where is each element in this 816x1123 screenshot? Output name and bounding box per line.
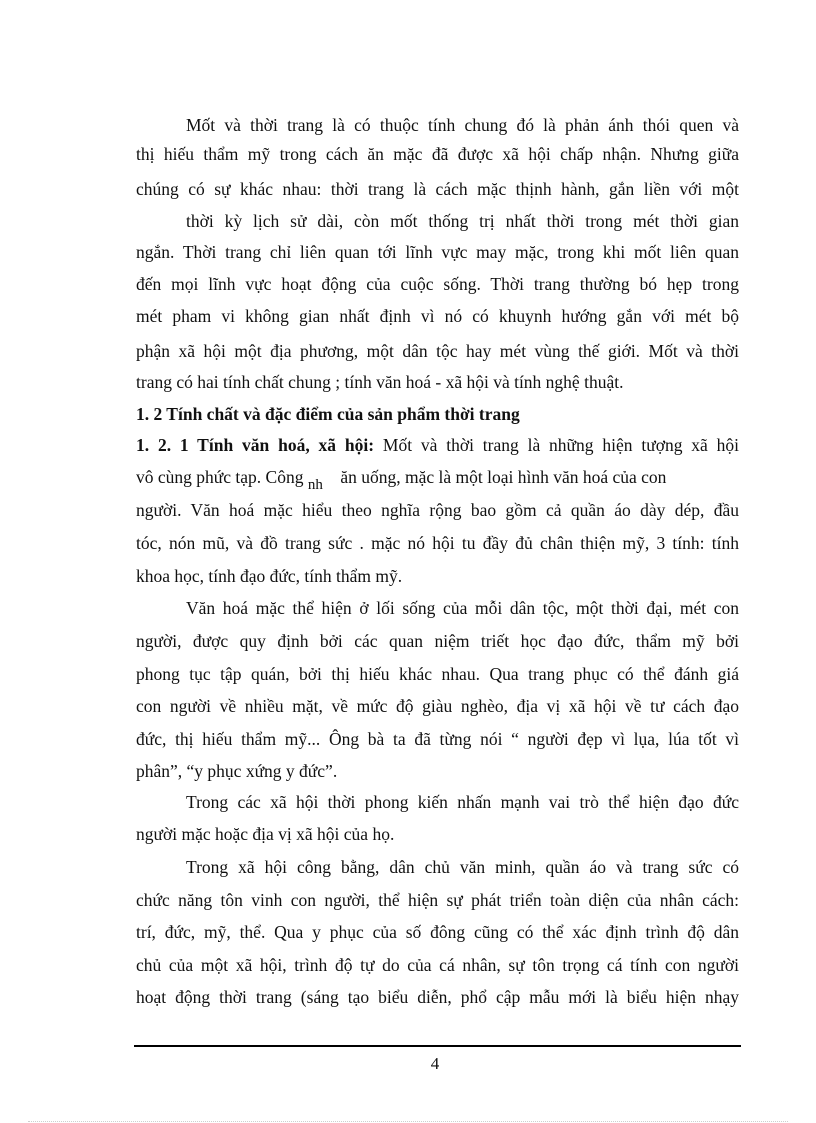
page-number: 4 [430,1054,440,1073]
paragraph-line: người mặc hoặc địa vị xã hội của họ. [136,824,395,844]
paragraph-line: người, được quy định bởi các quan niệm triết học đạo đức, thẩm mỹ bởi [136,631,739,651]
paragraph-line: Mốt và thời trang là có thuộc tính chung đó là phản ánh thói quen và [186,115,739,135]
paragraph-line: chủ của một xã hội, trình độ tự do của cá nhân, sự tôn trọng cá tính con người [136,955,739,975]
paragraph-line: thời kỳ lịch sử dài, còn mốt thống trị nhất thời trong mét thời gian [186,211,739,231]
paragraph-line: phong tục tập quán, bởi thị hiếu khác nhau. Qua trang phục có thể đánh giá [136,664,739,684]
paragraph-subscript: nh [307,477,323,493]
section-heading: 1. 2 Tính chất và đặc điểm của sản phẩm thời trang [136,404,520,424]
paragraph-line: con người về nhiều mặt, về mức độ giàu nghèo, địa vị xã hội về tư cách đạo [136,696,739,716]
paragraph-text: vô cùng phức tạp. Công [136,467,304,487]
paragraph-line: phận xã hội một địa phương, một dân tộc hay mét vùng thế giới. Mốt và thời [136,341,739,361]
paragraph-line: hoạt động thời trang (sáng tạo biểu diễn, phổ cập mẫu mới là biểu hiện nhạy [136,987,739,1007]
paragraph-line: người. Văn hoá mặc hiểu theo nghĩa rộng bao gồm cả quần áo dày dép, đầu [136,500,739,520]
paragraph-line: đến mọi lĩnh vực hoạt động của cuộc sống. Thời trang thường bó hẹp trong [136,274,739,294]
page-bottom-border [28,1121,788,1122]
paragraph-line: ngắn. Thời trang chỉ liên quan tới lĩnh vực may mặc, trong khi mốt liên quan [136,242,739,262]
footer-divider [134,1045,741,1047]
paragraph-line: Trong xã hội công bằng, dân chủ văn minh, quần áo và trang sức có [186,857,739,877]
paragraph-line: khoa học, tính đạo đức, tính thẩm mỹ. [136,566,403,586]
paragraph-line: trí, đức, mỹ, thể. Qua y phục của số đông cũng có thể xác định trình độ dân [136,922,739,942]
subsection-label: 1. 2. 1 Tính văn hoá, xã hội: [136,435,375,455]
paragraph-line: Trong các xã hội thời phong kiến nhấn mạnh vai trò thể hiện đạo đức [186,792,739,812]
paragraph-text: ăn uống, mặc là một loại hình văn hoá của con [340,467,667,487]
paragraph-line: Văn hoá mặc thể hiện ở lối sống của mỗi dân tộc, một thời đại, mét con [186,598,739,618]
paragraph-line [136,463,739,494]
paragraph-line: phân”, “y phục xứng y đức”. [136,761,338,781]
paragraph-line: mét pham vi không gian nhất định vì nó có khuynh hướng gắn với mét bộ [136,306,739,326]
paragraph-line: tóc, nón mũ, và đồ trang sức . mặc nó hội tu đầy đủ chân thiện mỹ, 3 tính: tính [136,533,739,553]
paragraph-line: chức năng tôn vinh con người, thể hiện sự phát triển toàn diện của nhân cách: [136,890,739,910]
paragraph-text: Mốt và thời trang là những hiện tượng xã hội [374,435,739,455]
paragraph-line: chúng có sự khác nhau: thời trang là cách mặc thịnh hành, gắn liền với một [136,179,739,199]
paragraph-line: đức, thị hiếu thẩm mỹ... Ông bà ta đã từng nói “ người đẹp vì lụa, lúa tốt vì [136,729,739,749]
paragraph-line: trang có hai tính chất chung ; tính văn hoá - xã hội và tính nghệ thuật. [136,372,624,392]
paragraph-line: thị hiếu thẩm mỹ trong cách ăn mặc đã được xã hội chấp nhận. Nhưng giữa [136,144,739,164]
paragraph-line [136,431,739,460]
